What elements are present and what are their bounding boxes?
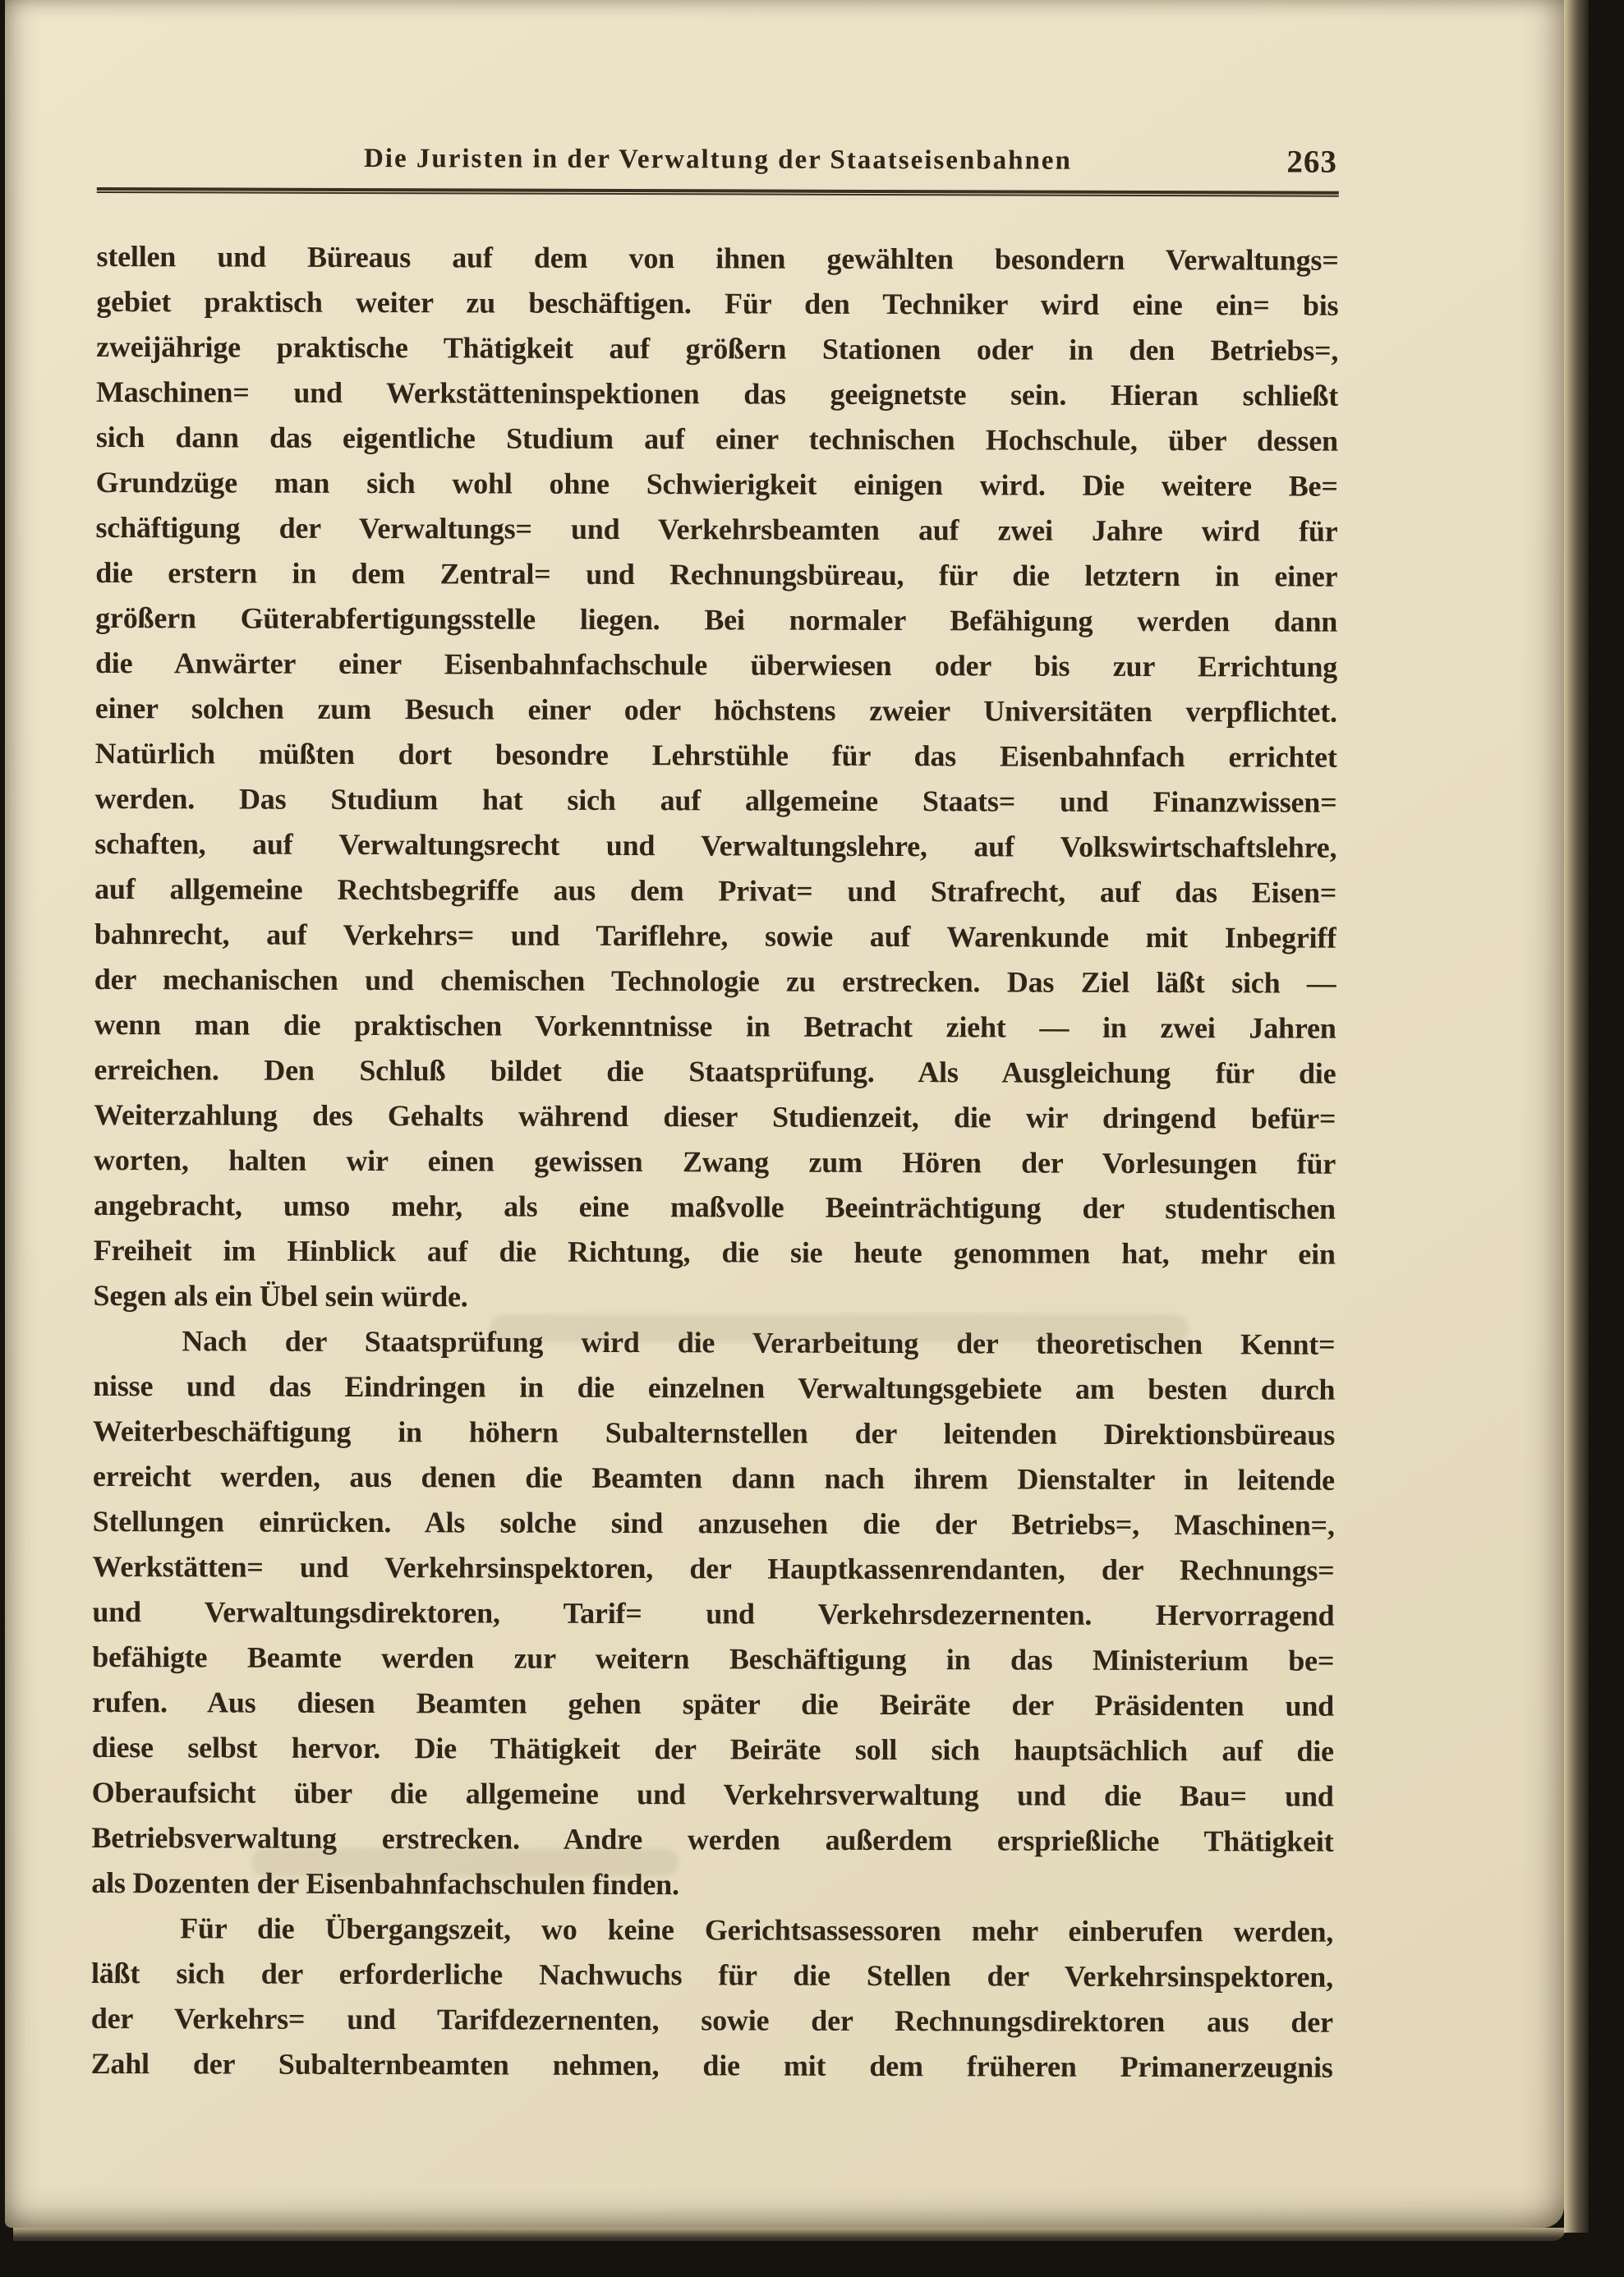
text-line: die Anwärter einer Eisenbahnfachschule überwiesen oder bis zur Errichtung bbox=[94, 646, 1338, 683]
text-line: gebiet praktisch weiter zu beschäftigen. Für den Techniker wird eine ein= bis bbox=[96, 284, 1339, 322]
text-line: Maschinen= und Werkstätteninspektionen das geeignetste sein. Hieran schließt bbox=[95, 375, 1339, 412]
body-text bbox=[91, 234, 1339, 2091]
text-line: nisse und das Eindringen in die einzelnen Verwaltungsgebiete am besten durch bbox=[93, 1368, 1336, 1406]
text-line: werden. Das Studium hat sich auf allgemeine Staats= und Finanzwissen= bbox=[94, 781, 1337, 819]
text-line: Betriebsverwaltung erstrecken. Andre werden außerdem ersprießliche Thätigkeit bbox=[91, 1820, 1334, 1858]
text-line: befähigte Beamte werden zur weitern Beschäftigung in das Ministerium be= bbox=[92, 1640, 1335, 1677]
text-line: angebracht, umso mehr, als eine maßvolle Beeinträchtigung der studentischen bbox=[93, 1188, 1336, 1226]
text-line: diese selbst hervor. Die Thätigkeit der Beiräte soll sich hauptsächlich auf die bbox=[91, 1730, 1334, 1768]
text-line: auf allgemeine Rechtsbegriffe aus dem Privat= und Strafrecht, auf das Eisen= bbox=[94, 872, 1337, 909]
running-title: Die Juristen in der Verwaltung der Staatseisenbahnen bbox=[363, 144, 1072, 176]
text-line: größern Güterabfertigungsstelle liegen. Bei normaler Befähigung werden dann bbox=[95, 600, 1338, 638]
text-line: der Verkehrs= und Tarifdezernenten, sowie der Rechnungsdirektoren aus der bbox=[90, 2001, 1333, 2039]
page-number: 263 bbox=[1286, 144, 1337, 180]
header-rule bbox=[97, 187, 1339, 197]
paragraph bbox=[91, 1318, 1335, 1910]
text-line: Für die Übergangszeit, wo keine Gerichtsassessoren mehr einberufen werden, bbox=[180, 1911, 1334, 1948]
text-line: schäftigung der Verwaltungs= und Verkehrsbeamten auf zwei Jahre wird für bbox=[95, 510, 1338, 548]
page-content bbox=[91, 140, 1339, 2091]
text-line: bahnrecht, auf Verkehrs= und Tariflehre, sowie auf Warenkunde mit Inbegriff bbox=[94, 917, 1337, 954]
text-line: stellen und Büreaus auf dem von ihnen gewählten besondern Verwaltungs= bbox=[96, 239, 1339, 277]
text-line: einer solchen zum Besuch einer oder höchstens zweier Universitäten verpflichtet. bbox=[94, 691, 1337, 729]
text-line: Segen als ein Übel sein würde. bbox=[93, 1278, 468, 1313]
adjacent-page-edge bbox=[1564, 0, 1589, 2233]
text-line: rufen. Aus diesen Beamten gehen später die Beiräte der Präsidenten und bbox=[91, 1685, 1335, 1723]
text-line: Nach der Staatsprüfung wird die Verarbeitung der theoretischen Kennt= bbox=[182, 1324, 1336, 1361]
book-page-paper bbox=[5, 0, 1564, 2228]
text-line: zweijährige praktische Thätigkeit auf größern Stationen oder in den Betriebs=, bbox=[96, 329, 1339, 367]
text-line: läßt sich der erforderliche Nachwuchs für die Stellen der Verkehrsinspektoren, bbox=[90, 1956, 1334, 1994]
page-header bbox=[97, 140, 1339, 183]
text-line: Weiterbeschäftigung in höhern Subalternstellen der leitenden Direktionsbüreaus bbox=[92, 1414, 1336, 1451]
text-line: worten, halten wir einen gewissen Zwang zum Hören der Vorlesungen für bbox=[94, 1143, 1336, 1180]
text-line: der mechanischen und chemischen Technologie zu erstrecken. Das Ziel läßt sich — bbox=[94, 962, 1336, 1000]
text-line: Zahl der Subalternbeamten nehmen, die mit dem früheren Primanerzeugnis bbox=[90, 2046, 1333, 2084]
text-line: und Verwaltungsdirektoren, Tarif= und Verkehrsdezernenten. Hervorragend bbox=[92, 1594, 1335, 1632]
paragraph bbox=[91, 1906, 1334, 2091]
text-line: Weiterzahlung des Gehalts während dieser Studienzeit, die wir dringend befür= bbox=[94, 1097, 1336, 1135]
text-line: sich dann das eigentliche Studium auf einer technischen Hochschule, über dessen bbox=[95, 420, 1338, 458]
text-line: erreicht werden, aus denen die Beamten dann nach ihrem Dienstalter in leitende bbox=[92, 1459, 1335, 1497]
paragraph bbox=[93, 234, 1338, 1322]
text-line: erreichen. Den Schluß bildet die Staatsprüfung. Als Ausgleichung für die bbox=[94, 1052, 1336, 1090]
text-line: Stellungen einrücken. Als solche sind anzusehen die der Betriebs=, Maschinen=, bbox=[92, 1504, 1335, 1542]
text-line: Natürlich müßten dort besondre Lehrstühle für das Eisenbahnfach errichtet bbox=[94, 736, 1337, 774]
text-line: Oberaufsicht über die allgemeine und Verkehrsverwaltung und die Bau= und bbox=[91, 1775, 1334, 1813]
text-line: schaften, auf Verwaltungsrecht und Verwaltungslehre, auf Volkswirtschaftslehre, bbox=[94, 826, 1337, 864]
text-line: als Dozenten der Eisenbahnfachschulen finden. bbox=[91, 1865, 679, 1902]
text-line: Grundzüge man sich wohl ohne Schwierigkeit einigen wird. Die weitere Be= bbox=[95, 465, 1338, 503]
text-line: wenn man die praktischen Vorkenntnisse in Betracht zieht — in zwei Jahren bbox=[94, 1007, 1336, 1045]
text-line: Freiheit im Hinblick auf die Richtung, die sie heute genommen hat, mehr ein bbox=[93, 1233, 1336, 1271]
text-line: die erstern in dem Zentral= und Rechnungsbüreau, für die letztern in einer bbox=[95, 555, 1338, 593]
text-line: Werkstätten= und Verkehrsinspektoren, der Hauptkassenrendanten, der Rechnungs= bbox=[92, 1549, 1335, 1587]
